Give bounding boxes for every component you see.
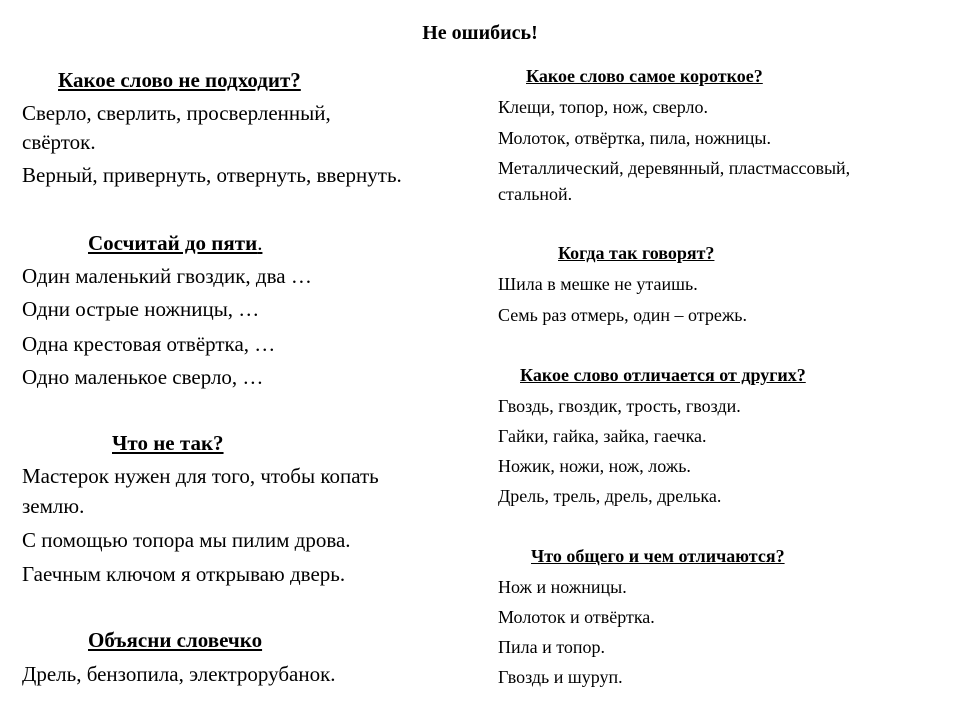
section-line: Металлический, деревянный, пластмассовый, [498, 158, 851, 178]
section-line: Гаечным ключом я открываю дверь. [22, 562, 346, 586]
section-line: Одно маленькое сверло, … [22, 365, 264, 389]
section-line: Дрель, бензопила, электрорубанок. [22, 662, 336, 686]
section-heading-text: Сосчитай до пяти [88, 231, 258, 255]
section-line: С помощью топора мы пилим дрова. [22, 528, 351, 552]
section-line: Ножик, ножи, нож, ложь. [498, 456, 691, 476]
section-heading: Что общего и чем отличаются? [531, 546, 785, 566]
section-heading: Когда так говорят? [558, 243, 715, 263]
section-line: Клещи, топор, нож, сверло. [498, 97, 708, 117]
section-line: свёрток. [22, 130, 96, 154]
section-heading: Какое слово не подходит? [58, 68, 301, 92]
section-heading-suffix: . [257, 231, 263, 255]
section-heading: Какое слово самое короткое? [526, 66, 763, 86]
section-line: Пила и топор. [498, 637, 605, 657]
section-line: Молоток и отвёртка. [498, 607, 655, 627]
section-line: Сверло, сверлить, просверленный, [22, 101, 331, 125]
section-line: Одна крестовая отвёртка, … [22, 332, 276, 356]
section-line: Одни острые ножницы, … [22, 297, 260, 321]
section-heading [88, 231, 262, 256]
section-line: стальной. [498, 184, 573, 204]
section-line: Молоток, отвёртка, пила, ножницы. [498, 128, 771, 148]
section-line: Гайки, гайка, зайка, гаечка. [498, 426, 707, 446]
section-heading: Объясни словечко [88, 628, 263, 652]
section-line: землю. [22, 494, 85, 518]
section-line: Один маленький гвоздик, два … [22, 264, 312, 288]
section-line: Мастерок нужен для того, чтобы копать [22, 464, 379, 488]
page-title: Не ошибись! [422, 22, 538, 44]
section-line: Семь раз отмерь, один – отрежь. [498, 305, 748, 325]
section-line: Гвоздь, гвоздик, трость, гвозди. [498, 396, 741, 416]
section-line: Верный, привернуть, отвернуть, ввернуть. [22, 163, 402, 187]
section-line: Гвоздь и шуруп. [498, 667, 623, 687]
section-heading: Какое слово отличается от других? [520, 365, 806, 385]
section-line: Нож и ножницы. [498, 577, 627, 597]
section-line: Шила в мешке не утаишь. [498, 274, 698, 294]
section-line: Дрель, трель, дрель, дрелька. [498, 486, 722, 506]
section-heading: Что не так? [112, 431, 224, 455]
